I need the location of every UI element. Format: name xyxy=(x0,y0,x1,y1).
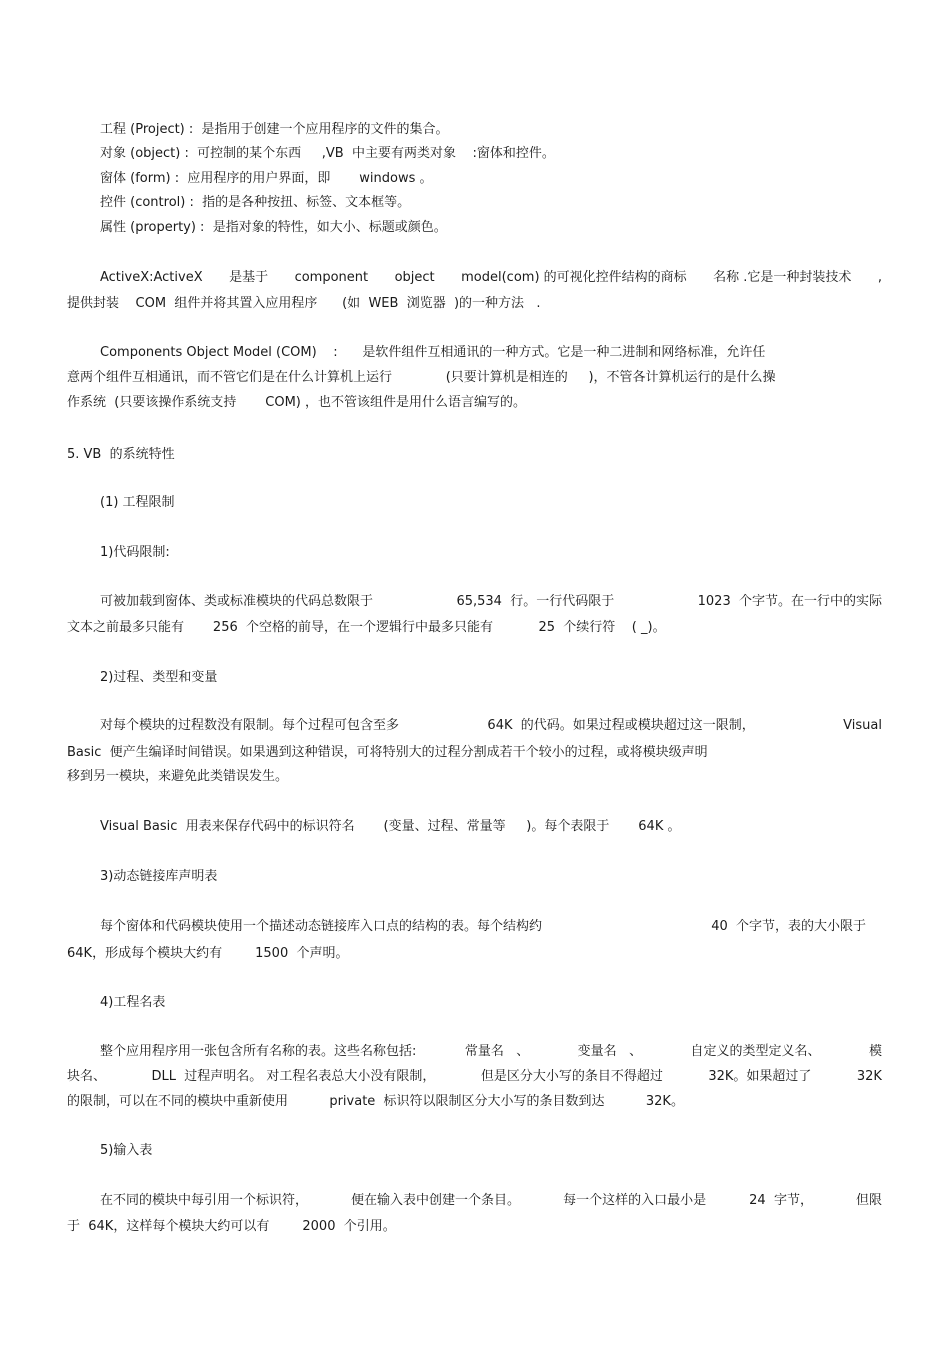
section-title: 5. VB 的系统特性 xyxy=(67,447,175,462)
com-paragraph-line2: 意两个组件互相通讯，而不管它们是在什么计算机上运行 (只要计算机是相连的 )，不管各计算机运行的是什么操 xyxy=(67,370,776,385)
definition-control: 控件 (control) : 指的是各种按扭、标签、文本框等。 xyxy=(100,195,411,210)
activex-paragraph-line1: ActiveX:ActiveX 是基于 component object model(com) 的可视化控件结构的商标 名称 .它是一种封装技术 , xyxy=(100,270,882,285)
code-limit-line1: 可被加载到窗体、类或标准模块的代码总数限于 65,534 行。一行代码限于 1023 个字节。在一行中的实际 xyxy=(100,594,882,609)
import-table-line1: 在不同的模块中每引用一个标识符， 便在输入表中创建一个条目。 每一个这样的入口最小是 24 字节， 但限 xyxy=(100,1193,882,1208)
name-table-line2: 块名、 DLL 过程声明名。 对工程名表总大小没有限制， 但是区分大小写的条目不得超过 32K。如果超过了 32K xyxy=(67,1069,882,1084)
name-table-line1: 整个应用程序用一张包含所有名称的表。这些名称包括: 常量名 、 变量名 、 自定义的类型定义名、 模 xyxy=(100,1044,882,1059)
subsection-heading: (1) 工程限制 xyxy=(100,495,175,510)
heading-import-table: 5)输入表 xyxy=(100,1143,153,1158)
name-table-line3: 的限制，可以在不同的模块中重新使用 private 标识符以限制区分大小写的条目数到达 32K。 xyxy=(67,1094,684,1109)
procedures-line3: 移到另一模块，来避免此类错误发生。 xyxy=(67,769,289,784)
dll-table-line2: 64K，形成每个模块大约有 1500 个声明。 xyxy=(67,946,349,961)
definition-form: 窗体 (form) : 应用程序的用户界面，即 windows 。 xyxy=(100,171,433,186)
com-paragraph-line1: Components Object Model (COM) : 是软件组件互相通讯的一种方式。它是一种二进制和网络标准，允许任 xyxy=(100,345,766,360)
activex-paragraph-line2: 提供封装 COM 组件并将其置入应用程序 (如 WEB 浏览器 )的一种方法 . xyxy=(67,296,541,311)
identifier-table-paragraph: Visual Basic 用表来保存代码中的标识符名 (变量、过程、常量等 )。每个表限于 64K 。 xyxy=(100,819,681,834)
heading-code-limit: 1)代码限制: xyxy=(100,545,170,560)
definition-project: 工程 (Project) : 是指用于创建一个应用程序的文件的集合。 xyxy=(100,122,449,137)
definition-property: 属性 (property) : 是指对象的特性，如大小、标题或颜色。 xyxy=(100,220,447,235)
procedures-line2: Basic 便产生编译时间错误。如果遇到这种错误，可将特别大的过程分割成若干个较小的过程，或将模块级声明 xyxy=(67,745,708,760)
com-paragraph-line3: 作系统 (只要该操作系统支持 COM) ，也不管该组件是用什么语言编写的。 xyxy=(67,395,526,410)
heading-project-name-table: 4)工程名表 xyxy=(100,995,166,1010)
procedures-line1: 对每个模块的过程数没有限制。每个过程可包含至多 64K 的代码。如果过程或模块超过这一限制， Visual xyxy=(100,718,882,733)
definition-object: 对象 (object) : 可控制的某个东西 ,VB 中主要有两类对象 :窗体和控件。 xyxy=(100,146,555,161)
import-table-line2: 于 64K，这样每个模块大约可以有 2000 个引用。 xyxy=(67,1219,396,1234)
heading-dll-table: 3)动态链接库声明表 xyxy=(100,869,218,884)
heading-procedures: 2)过程、类型和变量 xyxy=(100,670,218,685)
dll-table-line1: 每个窗体和代码模块使用一个描述动态链接库入口点的结构的表。每个结构约 40 个字节，表的大小限于 xyxy=(100,919,866,934)
code-limit-line2: 文本之前最多只能有 256 个空格的前导，在一个逻辑行中最多只能有 25 个续行符 ( _)。 xyxy=(67,620,666,635)
